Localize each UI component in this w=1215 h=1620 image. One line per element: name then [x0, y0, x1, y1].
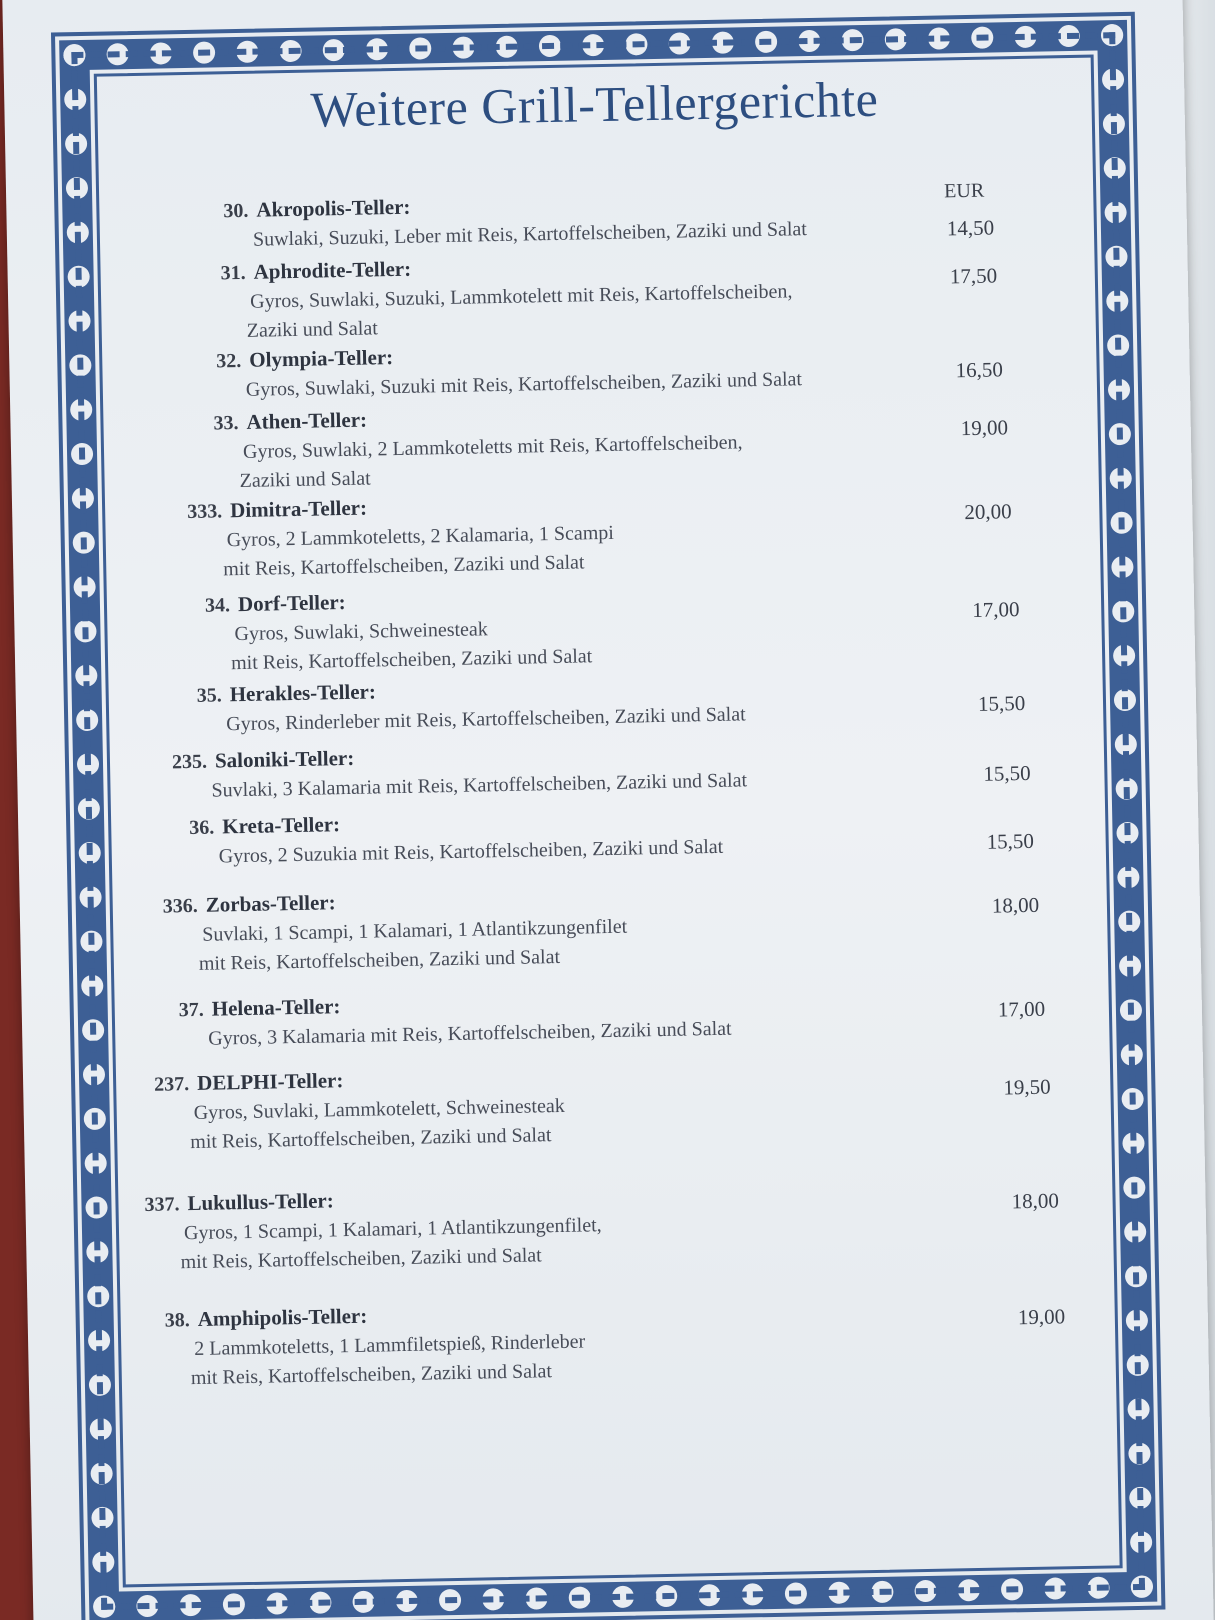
- item-price: 15,50: [983, 760, 1031, 786]
- item-name: Zorbas-Teller:: [205, 890, 336, 917]
- item-description-line-1: Suvlaki, 3 Kalamaria mit Reis, Kartoffelscheiben, Zaziki und Salat: [211, 769, 748, 802]
- menu-item: [128, 1293, 1066, 1390]
- item-description-line-2: Zaziki und Salat: [246, 317, 379, 342]
- item-price: 19,00: [960, 415, 1009, 441]
- menu-item: [123, 1057, 1051, 1154]
- item-description-line-2: mit Reis, Kartoffelscheiben, Zaziki und Salat: [198, 945, 561, 975]
- item-description-line-1: Gyros, Rinderleber mit Reis, Kartoffelscheiben, Zaziki und Salat: [226, 703, 746, 736]
- item-price: 17,00: [971, 597, 1020, 622]
- item-description-line-2: Zaziki und Salat: [239, 467, 371, 493]
- item-name: Saloniki-Teller:: [214, 745, 355, 773]
- item-price: 20,00: [964, 499, 1012, 525]
- item-number: 37.: [178, 998, 204, 1022]
- menu-item: [125, 1177, 1060, 1274]
- item-number: 333.: [186, 500, 223, 524]
- item-number: 336.: [162, 894, 198, 918]
- item-name: Dimitra-Teller:: [229, 495, 368, 523]
- item-number: 32.: [216, 349, 242, 373]
- item-price: 18,00: [1011, 1188, 1060, 1214]
- item-description-line-2: mit Reis, Kartoffelscheiben, Zaziki und Salat: [180, 1244, 542, 1274]
- item-description-line-2: mit Reis, Kartoffelscheiben, Zaziki und Salat: [190, 1124, 552, 1154]
- item-number: 337.: [144, 1193, 180, 1216]
- item-number: 35.: [196, 684, 222, 707]
- menu-item: [106, 185, 1006, 251]
- item-price: 17,00: [997, 996, 1046, 1022]
- currency-label: EUR: [943, 179, 985, 203]
- item-price: 19,50: [1003, 1074, 1051, 1100]
- item-price: 18,00: [991, 892, 1040, 918]
- item-name: Kreta-Teller:: [222, 812, 341, 839]
- item-number: 31.: [220, 261, 246, 285]
- item-description-line-1: Gyros, Suvlaki, Lammkotelett, Schweinesteak: [193, 1094, 565, 1125]
- menu-item: [107, 247, 1007, 342]
- item-description-line-1: Suvlaki, 1 Scampi, 1 Kalamari, 1 Atlantikzungenfilet: [202, 915, 628, 946]
- menu-page: [2, 0, 1214, 1620]
- page-title: Weitere Grill-Tellergerichte: [310, 70, 879, 138]
- item-name: Athen-Teller:: [246, 407, 368, 434]
- item-name: Dorf-Teller:: [237, 590, 346, 617]
- item-number: 34.: [204, 594, 231, 617]
- item-description-line-2: mit Reis, Kartoffelscheiben, Zaziki und Salat: [230, 645, 593, 675]
- item-description-line-1: Gyros, 3 Kalamaria mit Reis, Kartoffelscheiben, Zaziki und Salat: [208, 1017, 732, 1050]
- menu-item: [122, 983, 1046, 1050]
- item-name: DELPHI-Teller:: [196, 1068, 344, 1095]
- item-name: Aphrodite-Teller:: [253, 256, 412, 284]
- item-description-line-1: 2 Lammkoteletts, 1 Lammfiletspieß, Rinderleber: [194, 1330, 586, 1361]
- item-name: Olympia-Teller:: [249, 345, 394, 372]
- item-number: 30.: [223, 199, 249, 223]
- item-description-line-1: Gyros, 1 Scampi, 1 Kalamari, 1 Atlantikzungenfilet,: [183, 1214, 602, 1245]
- menu-item: [120, 879, 1040, 975]
- item-price: 15,50: [977, 690, 1026, 716]
- menu-item: [109, 335, 1009, 401]
- item-name: Helena-Teller:: [211, 994, 341, 1021]
- item-description-line-1: Gyros, Suwlaki, 2 Lammkoteletts mit Reis, Kartoffelscheiben,: [242, 431, 743, 463]
- item-number: 237.: [153, 1073, 190, 1096]
- item-description-line-1: Gyros, 2 Suzukia mit Reis, Kartoffelscheiben, Zaziki und Salat: [218, 835, 724, 868]
- item-number: 235.: [171, 750, 208, 774]
- item-name: Lukullus-Teller:: [187, 1188, 334, 1216]
- item-name: Amphipolis-Teller:: [197, 1303, 368, 1331]
- item-description-line-1: Gyros, Suwlaki, Schweinesteak: [234, 618, 489, 646]
- item-number: 33.: [213, 412, 239, 435]
- item-price: 14,50: [946, 215, 995, 241]
- item-number: 38.: [164, 1309, 190, 1332]
- item-description-line-1: Suwlaki, Suzuki, Leber mit Reis, Kartoffelscheiben, Zaziki und Salat: [252, 218, 808, 251]
- item-name: Herakles-Teller:: [229, 679, 377, 707]
- menu-content: [104, 66, 1113, 1580]
- item-description-line-2: mit Reis, Kartoffelscheiben, Zaziki und Salat: [223, 551, 585, 581]
- item-price: 15,50: [986, 828, 1035, 854]
- item-name: Akropolis-Teller:: [256, 194, 411, 222]
- item-price: 19,00: [1017, 1304, 1066, 1330]
- item-description-line-1: Gyros, Suwlaki, Suzuki, Lammkotelett mit Reis, Kartoffelscheiben,: [249, 280, 793, 313]
- item-price: 17,50: [949, 263, 998, 289]
- item-price: 16,50: [955, 357, 1004, 383]
- item-number: 36.: [189, 816, 215, 840]
- item-description-line-1: Gyros, 2 Lammkoteletts, 2 Kalamaria, 1 Scampi: [226, 521, 615, 552]
- item-description-line-1: Gyros, Suwlaki, Suzuki mit Reis, Kartoffelscheiben, Zaziki und Salat: [245, 368, 803, 401]
- item-description-line-2: mit Reis, Kartoffelscheiben, Zaziki und Salat: [190, 1360, 553, 1390]
